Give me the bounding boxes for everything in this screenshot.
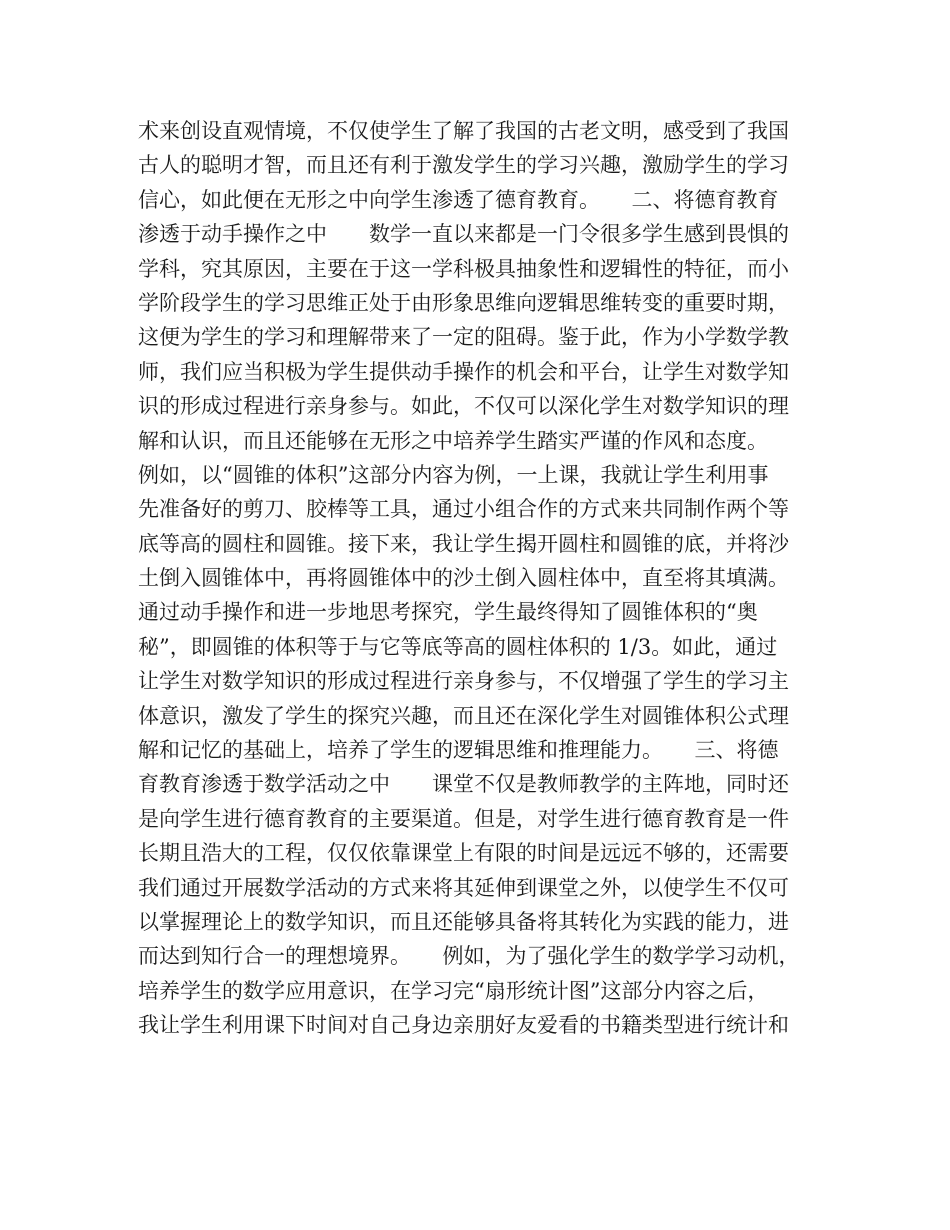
text-line: 古人的聪明才智，而且还有利于激发学生的学习兴趣，激励学生的学习 bbox=[138, 153, 789, 178]
text-line: 先准备好的剪刀、胶棒等工具，通过小组合作的方式来共同制作两个等 bbox=[138, 497, 789, 522]
text-line: 师，我们应当积极为学生提供动手操作的机会和平台，让学生对数学知 bbox=[138, 359, 789, 384]
text-line: 我们通过开展数学活动的方式来将其延伸到课堂之外，以使学生不仅可 bbox=[138, 875, 789, 900]
text-line: 让学生对数学知识的形成过程进行亲身参与，不仅增强了学生的学习主 bbox=[138, 669, 789, 694]
text-line: 土倒入圆锥体中，再将圆锥体中的沙土倒入圆柱体中，直至将其填满。 bbox=[138, 566, 789, 591]
text-line: 以掌握理论上的数学知识，而且还能够具备将其转化为实践的能力，进 bbox=[138, 909, 789, 934]
text-line: 例如，以“圆锥的体积”这部分内容为例，一上课，我就让学生利用事 bbox=[138, 462, 769, 487]
text-line: 学阶段学生的学习思维正处于由形象思维向逻辑思维转变的重要时期， bbox=[138, 290, 789, 315]
text-line: 学科，究其原因，主要在于这一学科极具抽象性和逻辑性的特征，而小 bbox=[138, 256, 789, 281]
text-line: 信心，如此便在无形之中向学生渗透了德育教育。 二、将德育教育 bbox=[138, 187, 779, 212]
text-line: 而达到知行合一的理想境界。 例如，为了强化学生的数学学习动机， bbox=[138, 944, 800, 969]
body-text bbox=[138, 114, 838, 1043]
text-line: 通过动手操作和进一步地思考探究，学生最终得知了圆锥体积的“奥 bbox=[138, 600, 758, 625]
text-line: 体意识，激发了学生的探究兴趣，而且还在深化学生对圆锥体积公式理 bbox=[138, 703, 789, 728]
text-line: 识的形成过程进行亲身参与。如此，不仅可以深化学生对数学知识的理 bbox=[138, 394, 789, 419]
text-line: 长期且浩大的工程，仅仅依靠课堂上有限的时间是远远不够的，还需要 bbox=[138, 841, 789, 866]
text-line: 育教育渗透于数学活动之中 课堂不仅是教师教学的主阵地，同时还 bbox=[138, 772, 789, 797]
text-line: 秘”，即圆锥的体积等于与它等底等高的圆柱体积的 1/3。如此，通过 bbox=[138, 634, 778, 659]
text-line: 这便为学生的学习和理解带来了一定的阻碍。鉴于此，作为小学数学教 bbox=[138, 325, 789, 350]
text-line: 我让学生利用课下时间对自己身边亲朋好友爱看的书籍类型进行统计和 bbox=[138, 1013, 789, 1038]
text-line: 术来创设直观情境，不仅使学生了解了我国的古老文明，感受到了我国 bbox=[138, 119, 789, 143]
text-line: 解和认识，而且还能够在无形之中培养学生踏实严谨的作风和态度。 bbox=[138, 428, 768, 453]
text-line: 解和记忆的基础上，培养了学生的逻辑思维和推理能力。 三、将德 bbox=[138, 738, 779, 763]
text-line: 是向学生进行德育教育的主要渠道。但是，对学生进行德育教育是一件 bbox=[138, 806, 789, 831]
text-line: 底等高的圆柱和圆锥。接下来，我让学生揭开圆柱和圆锥的底，并将沙 bbox=[138, 531, 789, 556]
text-line: 渗透于动手操作之中 数学一直以来都是一门令很多学生感到畏惧的 bbox=[138, 222, 789, 247]
text-line: 培养学生的数学应用意识，在学习完“扇形统计图”这部分内容之后， bbox=[138, 978, 769, 1003]
